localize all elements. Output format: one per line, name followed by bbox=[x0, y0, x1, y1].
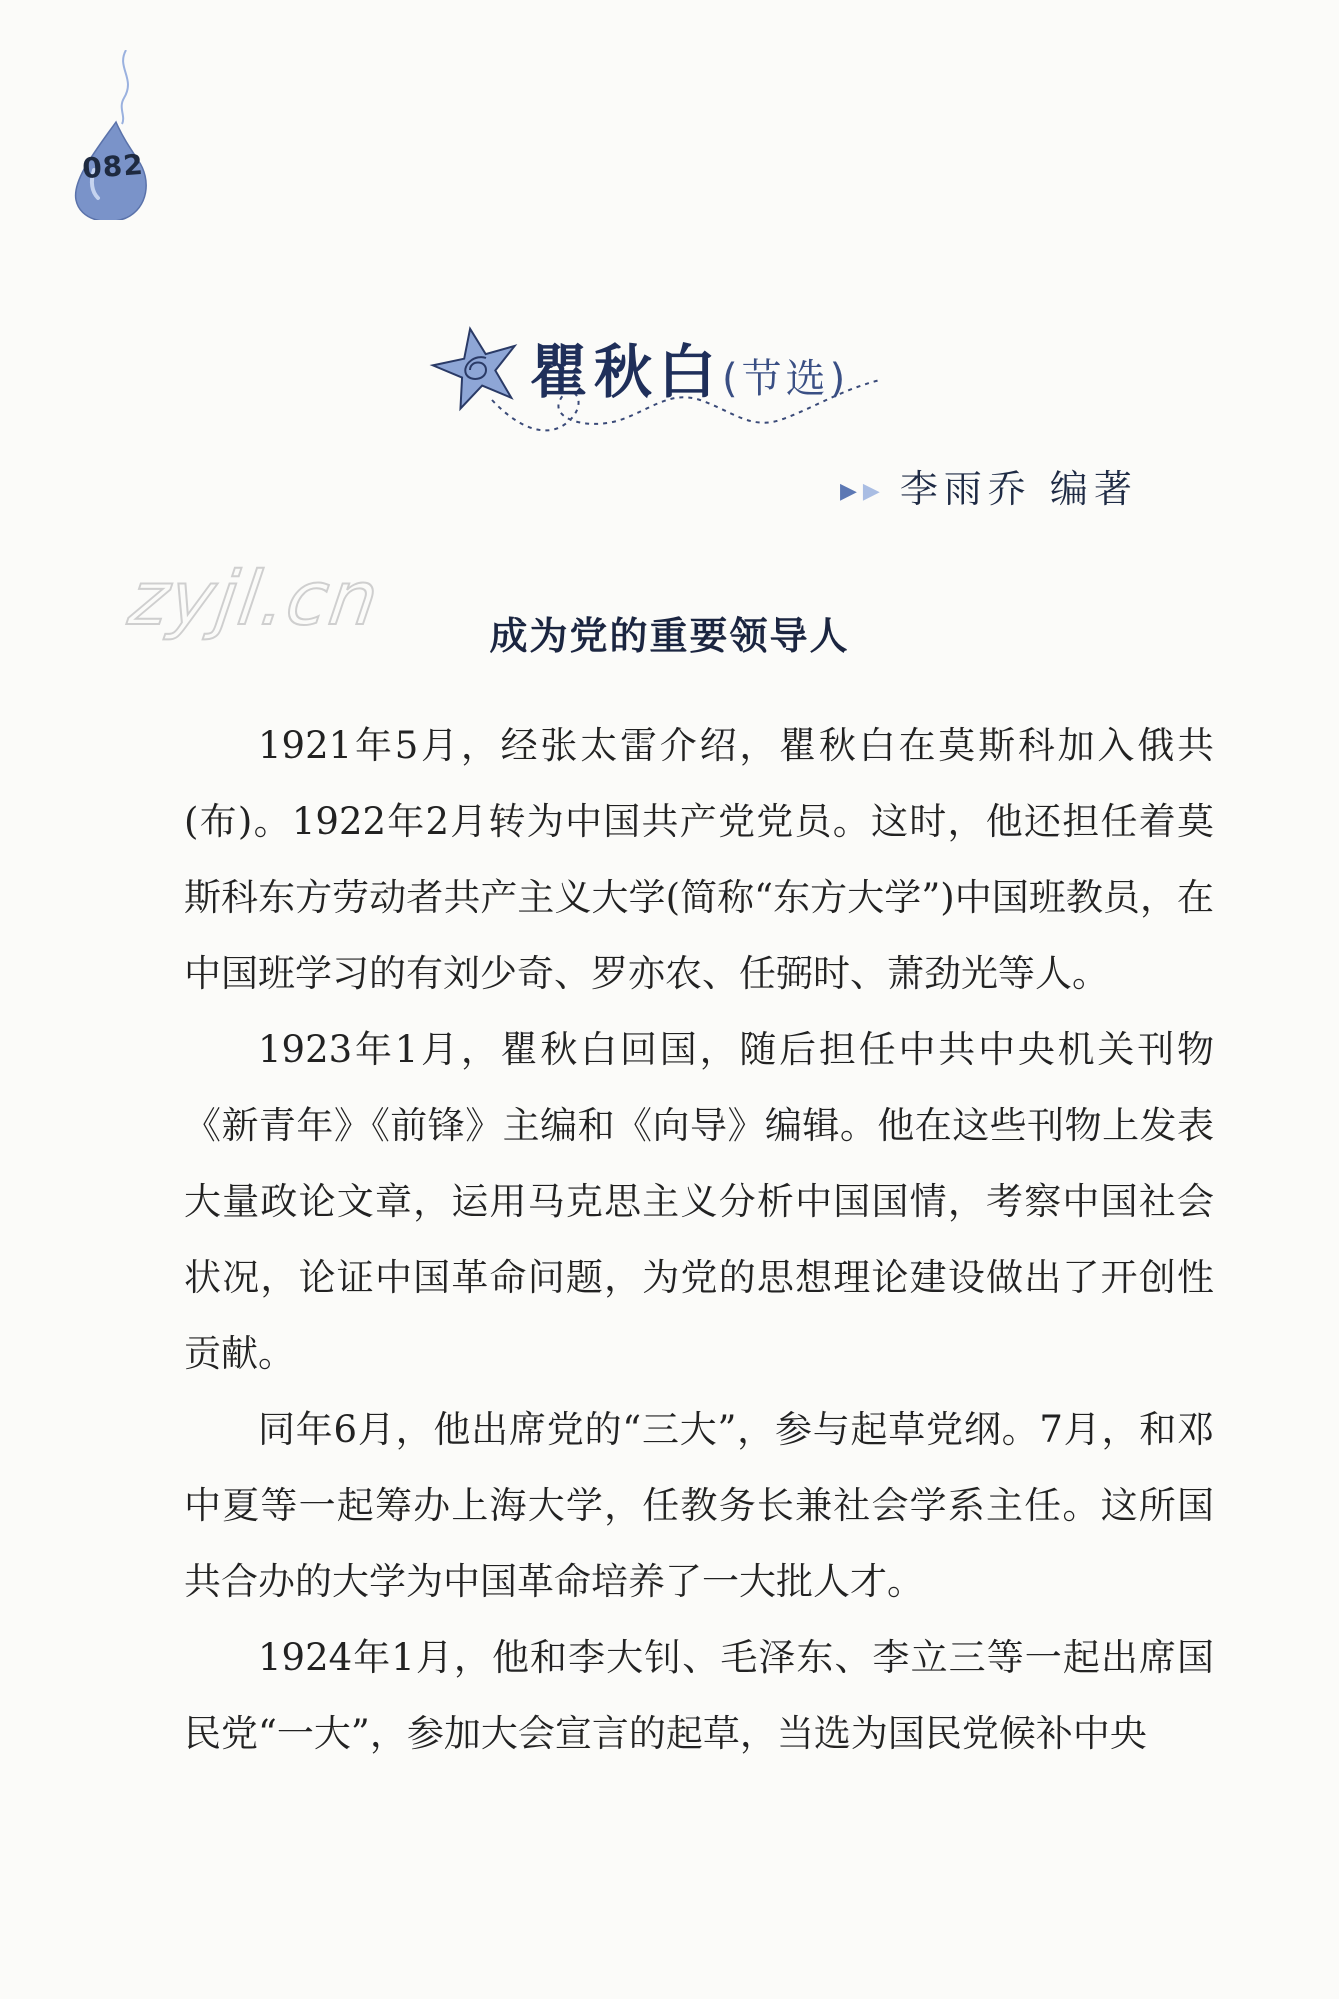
paragraph: 同年6月，他出席党的“三大”，参与起草党纲。7月，和邓中夏等一起筹办上海大学，任教务长兼社会学系主任。这所国共合办的大学为中国革命培养了一大批人才。 bbox=[184, 1408, 1214, 1603]
watermark: zyjl.cn bbox=[123, 556, 385, 642]
paragraph: 1923年1月，瞿秋白回国，随后担任中共中央机关刊物《新青年》《前锋》主编和《向导》编辑。他在这些刊物上发表大量政论文章，运用马克思主义分析中国国情，考察中国社会状况，论证中国革命问题，为党的思想理论建设做出了开创性贡献。 bbox=[184, 1028, 1214, 1375]
water-drop-icon bbox=[66, 50, 156, 220]
page-number: 082 bbox=[81, 147, 145, 186]
article-title bbox=[530, 325, 849, 409]
section-heading: 成为党的重要领导人 bbox=[489, 613, 850, 658]
title-suffix: (节选) bbox=[722, 356, 850, 402]
article-body bbox=[184, 708, 1214, 1772]
author-name: 李雨乔 编著 bbox=[899, 467, 1138, 511]
author-line bbox=[840, 458, 1138, 513]
arrow-icon: ▶▶ bbox=[840, 479, 886, 504]
paragraph: 1924年1月，他和李大钊、毛泽东、李立三等一起出席国民党“一大”，参加大会宣言的起草，当选为国民党候补中央 bbox=[184, 1636, 1214, 1755]
title-main: 瞿秋白 bbox=[530, 338, 723, 406]
paragraph: 1921年5月，经张太雷介绍，瞿秋白在莫斯科加入俄共(布)。1922年2月转为中国共产党党员。这时，他还担任着莫斯科东方劳动者共产主义大学(简称“东方大学”)中国班教员，在中国班学习的有刘少奇、罗亦农、任弼时、萧劲光等人。 bbox=[184, 724, 1214, 995]
